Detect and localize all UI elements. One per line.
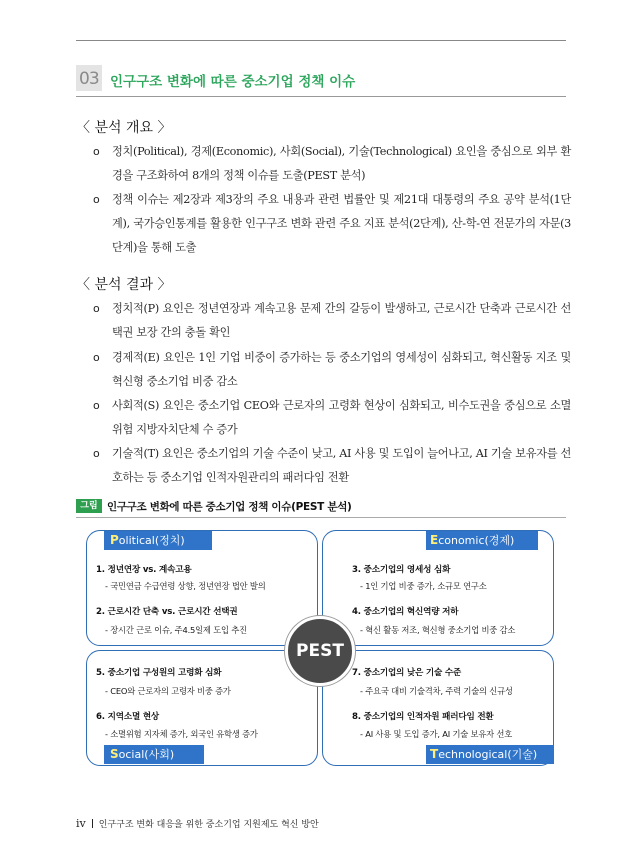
issue-7-title: 7. 중소기업의 낮은 기술 수준 (352, 668, 462, 678)
bullet-marker: o (93, 351, 100, 364)
section-number-box (76, 65, 102, 91)
issue-5-detail: - CEO와 근로자의 고령자 비중 증가 (105, 686, 231, 696)
figure-caption (76, 498, 566, 515)
results-bullet-4: o 기술적(T) 요인은 중소기업의 기술 수준이 낮고, AI 사용 및 도입이 늘어나고, AI 기술 보유자를 선호하는 등 중소기업 인적자원관리의 패러다임 전환 (95, 442, 571, 490)
figure-tag: 그림 (76, 499, 102, 513)
issue-2-title: 2. 근로시간 단축 vs. 근로시간 선택권 (96, 607, 238, 617)
results-bullet-2: o 경제적(E) 요인은 1인 기업 비중이 증가하는 등 중소기업의 영세성이 심화되고, 혁신활동 지조 및 혁신형 중소기업 비중 감소 (95, 346, 571, 394)
section-title: 인구구조 변화에 따른 중소기업 정책 이슈 (110, 74, 356, 90)
pest-center-circle: PEST (285, 616, 355, 686)
economic-label: Economic(경제) (426, 531, 538, 550)
bullet-marker: o (93, 302, 100, 315)
figure-rule (76, 517, 566, 518)
section-header (76, 61, 566, 97)
issue-3-detail: - 1인 기업 비중 증가, 소규모 연구소 (360, 581, 487, 591)
issue-3-title: 3. 중소기업의 영세성 심화 (352, 565, 451, 575)
results-heading: 〈 분석 결과 〉 (76, 277, 172, 293)
issue-7-detail: - 주요국 대비 기술격차, 주력 기술의 신규성 (360, 686, 513, 696)
overview-bullet-2: o 정책 이슈는 제2장과 제3장의 주요 내용과 관련 법률안 및 제21대 대통령의 주요 공약 분석(1단계), 국가승인통계를 활용한 인구구조 변화 관련 주요 지표 분석(2단계), 산-학-연 전문가의 자문(3단계)을 통해 도출 (95, 188, 571, 260)
bullet-marker: o (93, 193, 100, 206)
issue-8-detail: - AI 사용 및 도입 증가, AI 기술 보유자 선호 (360, 729, 513, 739)
issue-2-detail: - 장시간 근로 이슈, 주4.5일제 도입 추진 (105, 625, 247, 635)
overview-heading: 〈 분석 개요 〉 (76, 120, 172, 136)
political-label: Political(정치) (104, 531, 212, 550)
issue-4-detail: - 혁신 활동 저조, 혁신형 중소기업 비중 감소 (360, 625, 516, 635)
issue-4-title: 4. 중소기업의 혁신역량 저하 (352, 607, 459, 617)
section-number: 03 (79, 69, 99, 89)
page-footer (76, 817, 319, 830)
social-label: Social(사회) (104, 745, 204, 764)
header-rule (76, 40, 566, 41)
footer-title: 인구구조 변화 대응을 위한 중소기업 지원제도 혁신 방안 (98, 820, 319, 830)
bullet-marker: o (93, 399, 100, 412)
issue-5-title: 5. 중소기업 구성원의 고령화 심화 (96, 668, 222, 678)
results-bullet-1: o 정치적(P) 요인은 정년연장과 계속고용 문제 간의 갈등이 발생하고, 근로시간 단축과 근로시간 선택권 보장 간의 충돌 확인 (95, 297, 571, 345)
results-bullet-3: o 사회적(S) 요인은 중소기업 CEO와 근로자의 고령화 현상이 심화되고, 비수도권을 중심으로 소멸위험 지방자치단체 수 증가 (95, 394, 571, 442)
bullet-marker: o (93, 447, 100, 460)
page-number: iv (76, 817, 86, 830)
overview-bullet-1: o 정치(Political), 경제(Economic), 사회(Social), 기술(Technological) 요인을 중심으로 외부 환경을 구조화하여 8개의 정책 이슈를 도출(PEST 분석) (95, 140, 571, 188)
issue-6-detail: - 소멸위험 지자체 증가, 외국인 유학생 증가 (105, 729, 258, 739)
issue-8-title: 8. 중소기업의 인적자원 패러다임 전환 (352, 712, 494, 722)
issue-1-detail: - 국민연금 수급연령 상향, 정년연장 법안 발의 (105, 581, 266, 591)
bullet-marker: o (93, 145, 100, 158)
technological-label: Technological(기술) (426, 745, 554, 764)
footer-separator (92, 819, 93, 828)
figure-title: 인구구조 변화에 따른 중소기업 정책 이슈(PEST 분석) (107, 501, 352, 513)
issue-6-title: 6. 지역소멸 현상 (96, 712, 160, 722)
issue-1-title: 1. 정년연장 vs. 계속고용 (96, 565, 192, 575)
